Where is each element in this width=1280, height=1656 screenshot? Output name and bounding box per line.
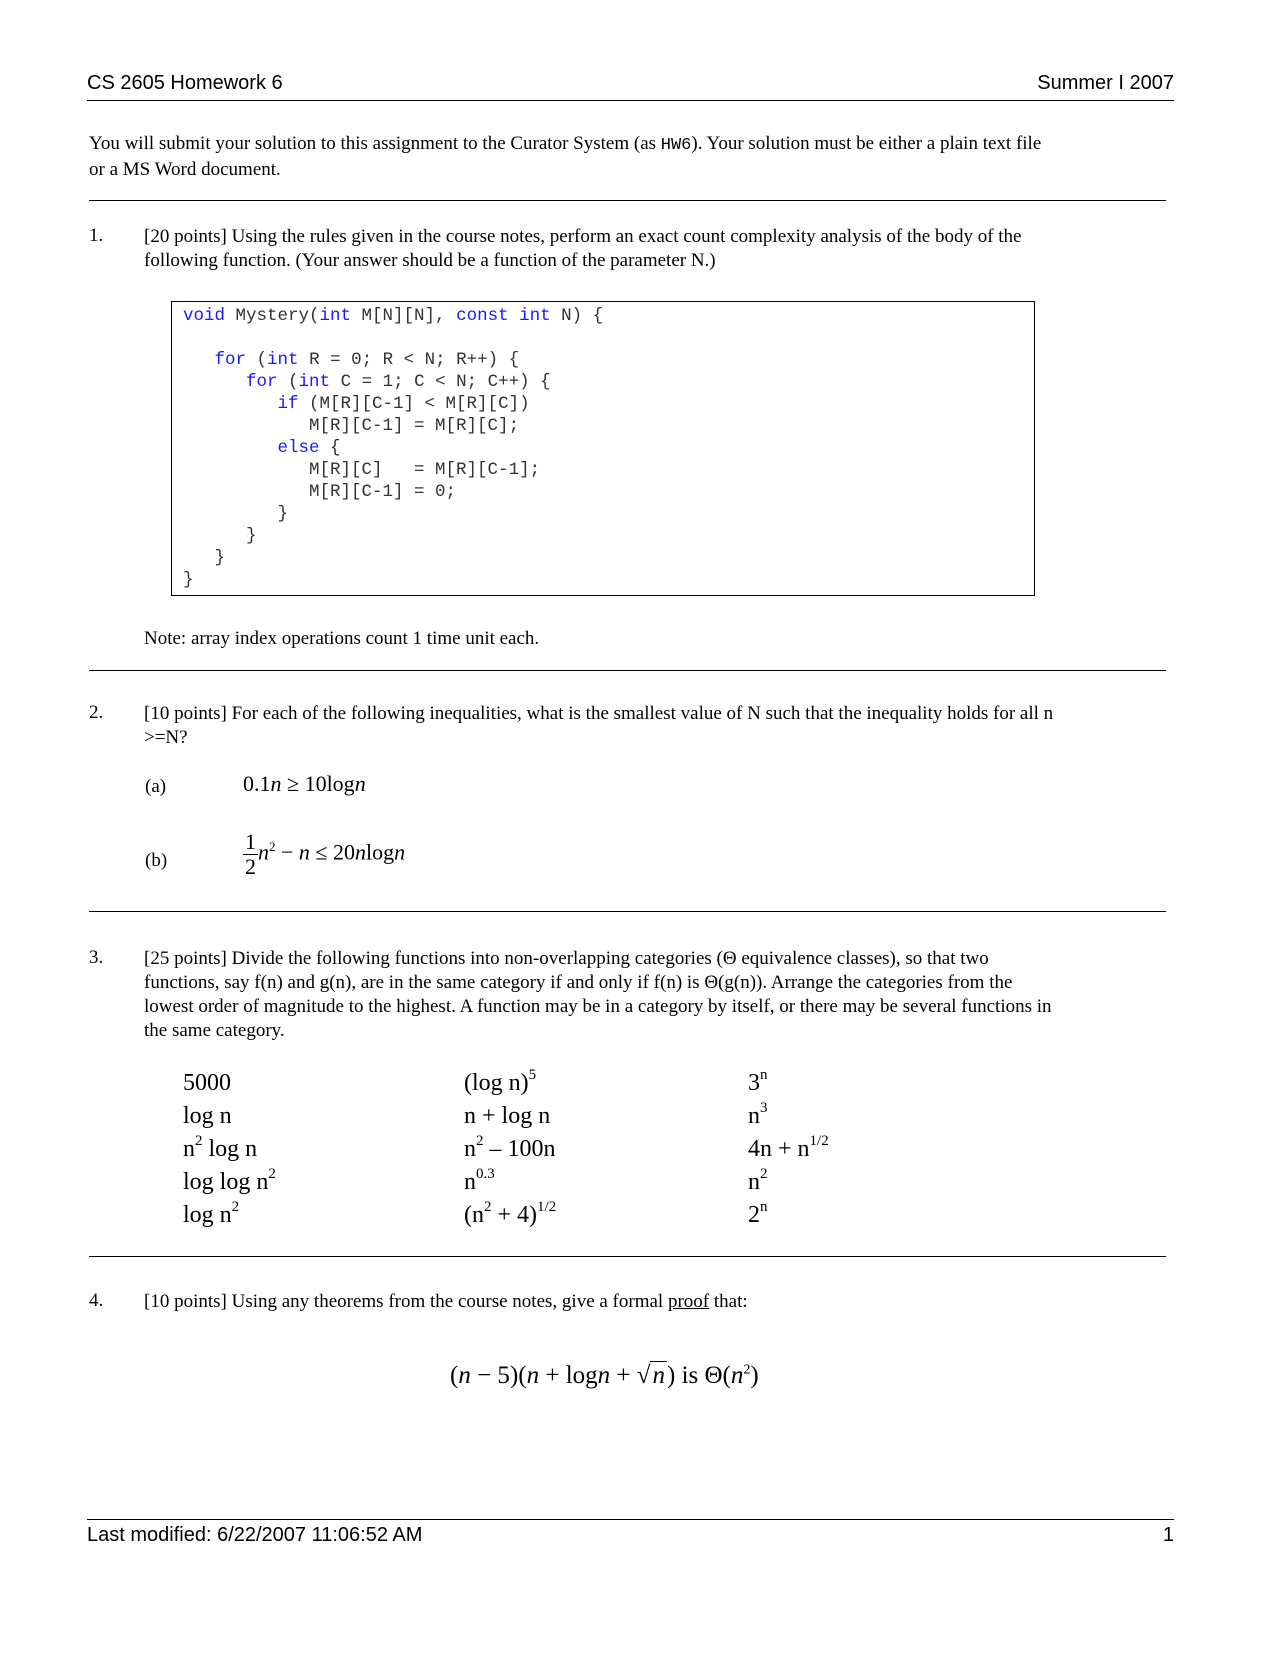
intro-line-2: or a MS Word document. <box>89 159 281 180</box>
q4-text: [10 points] Using any theorems from the course notes, give a formal proof that: <box>144 1291 748 1312</box>
divider-2 <box>89 670 1166 671</box>
fn-n2: $n^2$ <box>748 1166 768 1195</box>
q2-number: 2. <box>89 702 104 723</box>
fn-log-n-5: (log n)$^5$ <box>464 1067 537 1096</box>
page-footer <box>87 1524 1174 1547</box>
code-line-11: } <box>246 526 257 546</box>
q4-expression: (n − 5)(n + logn + √n) is $\Theta(n^2)$ <box>450 1362 759 1389</box>
proof-word: proof <box>667 1291 710 1312</box>
code-line-10: } <box>277 504 289 524</box>
fn-log-n2: $\log n^2$ <box>183 1199 240 1228</box>
q2-b-label: (b) <box>145 850 168 871</box>
q2-text: [10 points] For each of the following inequalities, what is the smallest value of N such that the inequality holds for all n >=N? <box>144 703 1054 748</box>
code-line-3: for (int R = 0; R < N; R++) { <box>214 350 520 370</box>
q1-code <box>183 305 603 591</box>
code-line-4: for (int C = 1; C < N; C++) { <box>246 372 551 392</box>
q2-a-label: (a) <box>145 776 167 797</box>
code-line-2 <box>183 327 603 349</box>
fn-3-to-n: 3$^n$ <box>748 1067 768 1096</box>
code-line-13: } <box>183 570 194 590</box>
header-course: CS 2605 Homework 6 <box>87 72 283 94</box>
fn-log-log-n2: $\log \log n^2$ <box>183 1166 276 1195</box>
q1-note: Note: array index operations count 1 time unit each. <box>144 628 540 649</box>
fn-5000: 5000 <box>183 1070 231 1096</box>
footer-modified: Last modified: 6/22/2007 11:06:52 AM <box>87 1524 423 1546</box>
divider-4 <box>89 1256 1166 1257</box>
code-line-6: M[R][C-1] = M[R][C]; <box>309 416 520 436</box>
sqrt-symbol: √ <box>636 1362 651 1389</box>
q2-a-inequality: 0.1n ≥ 10logn <box>243 771 366 796</box>
code-line-8: M[R][C] = M[R][C-1]; <box>309 460 541 480</box>
fn-sqrt-n2-plus-4: $(n^2 + 4)^{1/2}$ <box>464 1199 557 1228</box>
code-line-7: else { <box>277 438 341 458</box>
q4-number: 4. <box>89 1290 104 1311</box>
assignment-code: HW6 <box>660 136 692 155</box>
fn-4n-plus-sqrt-n: $4n + n^{1/2}$ <box>748 1133 829 1162</box>
q1-text: [20 points] Using the rules given in the course notes, perform an exact count complexity analysis of the body of the following function. (Your answer should be a function of the parameter N.) <box>144 226 1022 271</box>
footer-page-number: 1 <box>1162 1524 1174 1546</box>
code-line-12: } <box>214 548 226 568</box>
q3-text: [25 points] Divide the following functions into non-overlapping categories (Θ equivalence classes), so that two functions, say f(n) and g(n), are in the same category if and only if f(n) is Θ(g(n)). Arrange the categories from the lowest order of magnitude to the highest. A function may be in a category by itself, or there may be several functions in the same category. <box>144 948 1052 1041</box>
divider-3 <box>89 911 1166 912</box>
header-rule <box>87 100 1174 101</box>
fn-2-to-n: 2$^n$ <box>748 1199 768 1228</box>
q2-b-inequality: $\frac{1}{2}$ $n^2 - n \le 20nlogn$ <box>245 829 406 879</box>
fn-log-n: log n <box>183 1103 232 1129</box>
fn-n-plus-log-n: n + log n <box>464 1103 551 1129</box>
divider-1 <box>89 200 1166 201</box>
footer-rule <box>87 1519 1174 1520</box>
q3-number: 3. <box>89 947 104 968</box>
fn-n2-log-n: $n^2$ log n <box>183 1133 258 1162</box>
fn-n-0-3: $n^{0.3}$ <box>464 1166 495 1195</box>
q1-number: 1. <box>89 225 104 246</box>
code-line-1: void Mystery(int M[N][N], const int N) { <box>183 306 604 326</box>
intro-line-1: You will submit your solution to this assignment to the Curator System (as HW6). Your solution must be either a plain text file <box>89 133 1042 155</box>
fn-n3: $n^3$ <box>748 1100 768 1129</box>
intro-paragraph <box>89 132 1169 182</box>
fn-n2-minus-100n: $n^2 - 100n$ <box>464 1133 556 1162</box>
code-line-9: M[R][C-1] = 0; <box>309 482 457 502</box>
page-header <box>87 72 1174 95</box>
one-half-fraction: $\frac{1}{2}$ <box>245 829 256 879</box>
code-line-5: if (M[R][C-1] < M[R][C]) <box>277 394 530 414</box>
header-term: Summer I 2007 <box>1037 72 1174 94</box>
